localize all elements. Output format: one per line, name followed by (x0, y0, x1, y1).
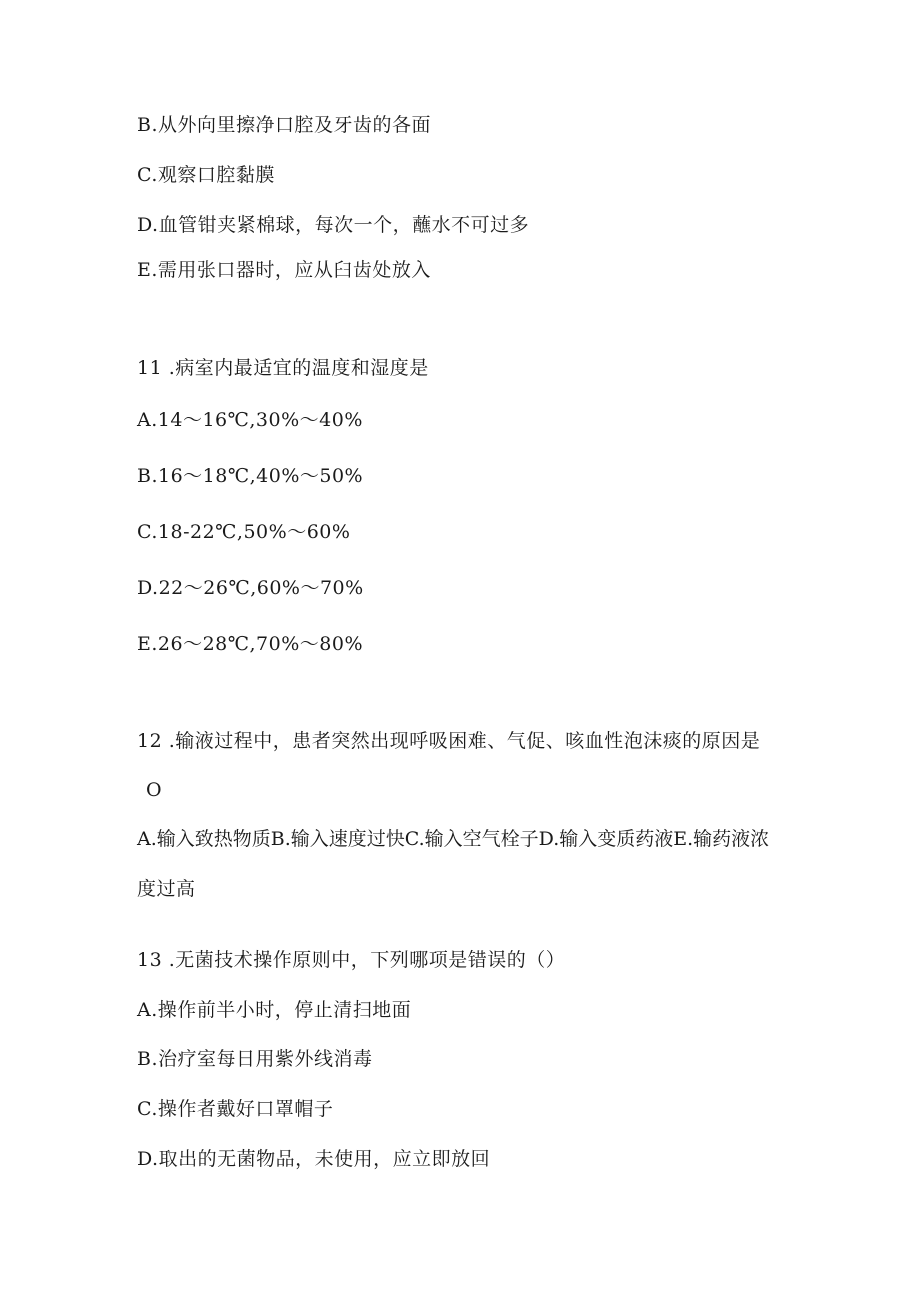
q12-options-line-2: 度过高 (137, 878, 196, 900)
q12-options-line-1: A.输入致热物质B.输入速度过快C.输入空气栓子D.输入变质药液E.输药液浓 (137, 828, 770, 850)
q11-option-e: E.26～28℃,70%～80% (137, 633, 364, 655)
q10-option-b: B.从外向里擦净口腔及牙齿的各面 (137, 114, 432, 136)
q10-option-c: C.观察口腔黏膜 (137, 164, 275, 186)
q10-option-d: D.血管钳夹紧棉球，每次一个，蘸水不可过多 (137, 214, 530, 236)
q13-option-c: C.操作者戴好口罩帽子 (137, 1098, 334, 1120)
q11-option-c: C.18-22℃,50%～60% (137, 521, 351, 543)
q13-option-d: D.取出的无菌物品，未使用，应立即放回 (137, 1148, 491, 1170)
q13-stem: 13 .无菌技术操作原则中，下列哪项是错误的（） (137, 949, 566, 971)
q12-stem: 12 .输液过程中，患者突然出现呼吸困难、气促、咳血性泡沫痰的原因是 (137, 730, 761, 752)
q11-option-d: D.22～26℃,60%～70% (137, 577, 364, 599)
q11-stem: 11 .病室内最适宜的温度和湿度是 (137, 357, 429, 379)
q12-stem-continuation: O (146, 779, 163, 801)
q11-option-a: A.14～16℃,30%～40% (137, 409, 363, 431)
q11-option-b: B.16～18℃,40%～50% (137, 465, 364, 487)
q13-option-b: B.治疗室每日用紫外线消毒 (137, 1048, 373, 1070)
q10-option-e: E.需用张口器时，应从臼齿处放入 (137, 259, 431, 281)
q13-option-a: A.操作前半小时，停止清扫地面 (137, 999, 412, 1021)
